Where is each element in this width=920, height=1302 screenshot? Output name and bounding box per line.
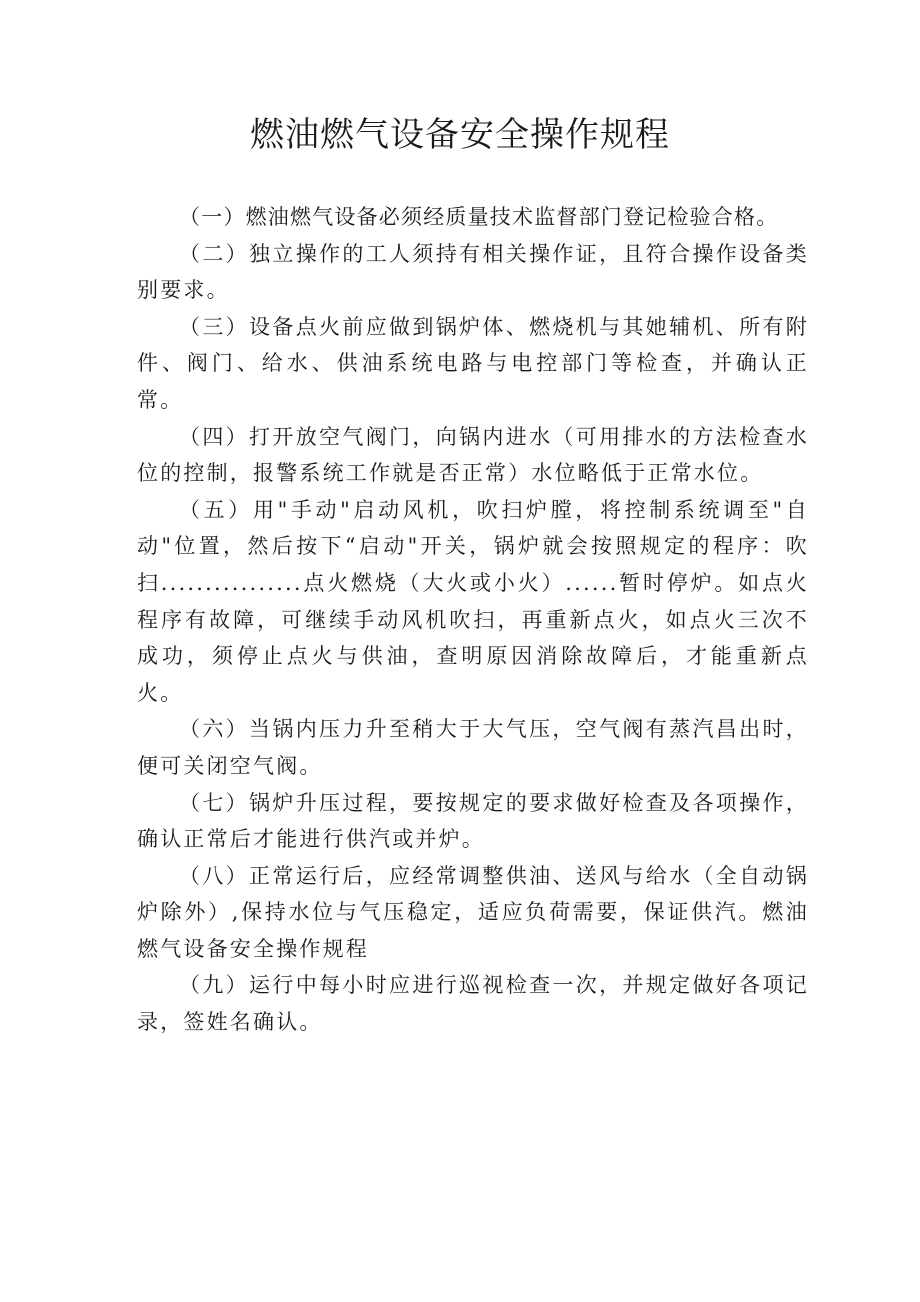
paragraph-1: （一）燃油燃气设备必须经质量技术监督部门登记检验合格。 xyxy=(179,205,779,229)
document-body xyxy=(137,199,809,1041)
paragraph-8: （八）正常运行后，应经常调整供油、送风与给水（全自动锅炉除外）,保持水位与气压稳定，适应负荷需要，保证供汽。燃油燃气设备安全操作规程 xyxy=(137,863,809,961)
paragraph-6: （六）当锅内压力升至稍大于大气压，空气阀有蒸汽昌出时，便可关闭空气阀。 xyxy=(137,717,809,778)
paragraph-3: （三）设备点火前应做到锅炉体、燃烧机与其她辅机、所有附件、阀门、给水、供油系统电路与电控部门等检查，并确认正常。 xyxy=(137,314,809,412)
paragraph-5: （五）用"手动"启动风机，吹扫炉膛，将控制系统调至"自动"位置，然后按下“启动"开关，锅炉就会按照规定的程序：吹扫................点火燃烧（大火或小火）......暂时停炉。如点火程序有故障，可继续手动风机吹扫，再重新点火，如点火三次不成功，须停止点火与供油，查明原因消除故障后，才能重新点火。 xyxy=(137,497,809,705)
paragraph-7: （七）锅炉升压过程，要按规定的要求做好检查及各项操作，确认正常后才能进行供汽或并炉。 xyxy=(137,790,809,852)
paragraph-9: （九）运行中每小时应进行巡视检查一次，并规定做好各项记录，签姓名确认。 xyxy=(137,973,809,1035)
paragraph-2: （二）独立操作的工人须持有相关操作证，且符合操作设备类别要求。 xyxy=(137,241,809,303)
paragraph-4: （四）打开放空气阀门，向锅内进水（可用排水的方法检查水位的控制，报警系统工作就是否正常）水位略低于正常水位。 xyxy=(137,424,809,486)
page-title: 燃油燃气设备安全操作规程 xyxy=(250,115,670,155)
